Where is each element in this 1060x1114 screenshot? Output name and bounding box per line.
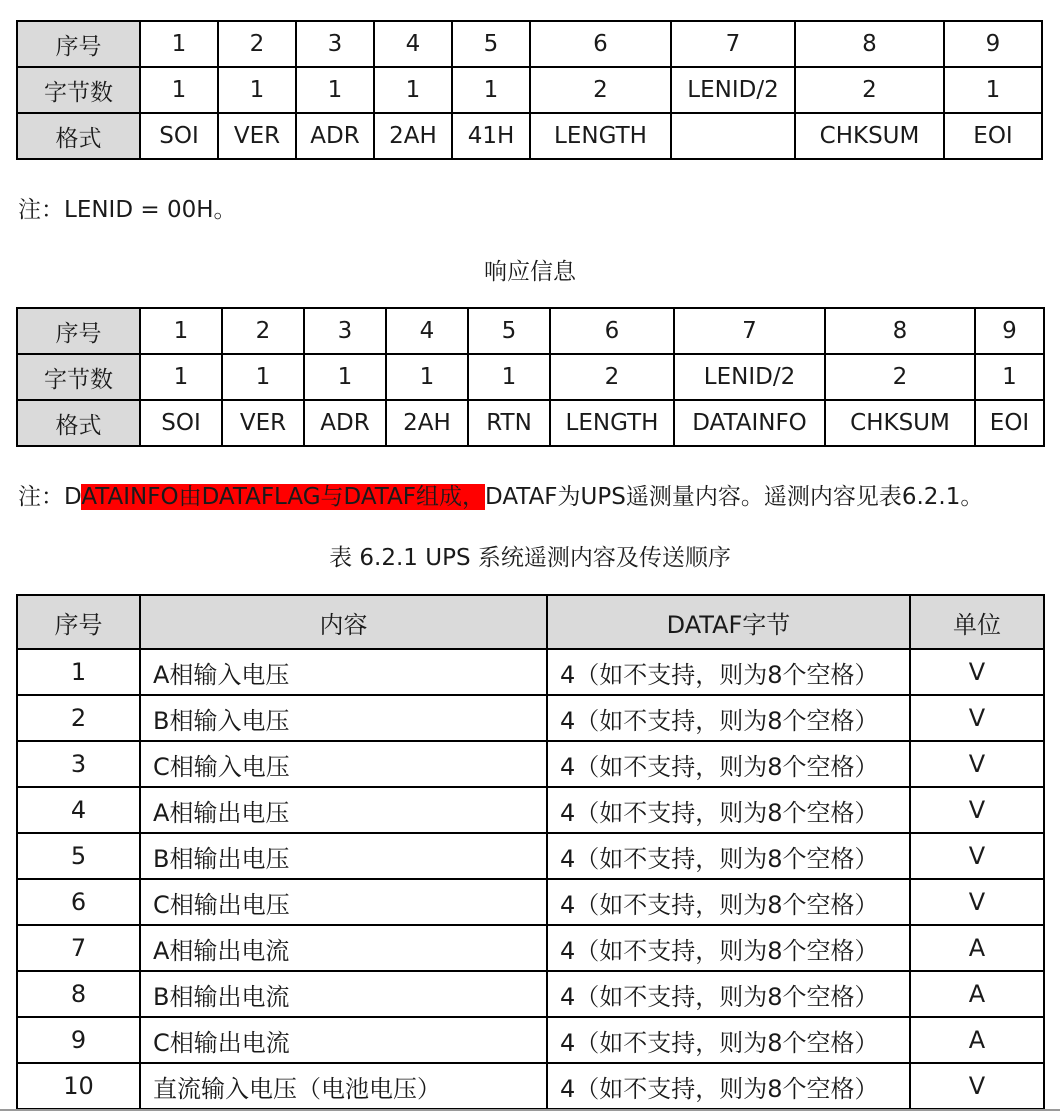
cell-unit: A	[910, 925, 1044, 971]
cell: CHKSUM	[795, 113, 944, 159]
cell-content: A相输出电流	[140, 925, 547, 971]
cell-seq: 10	[17, 1063, 140, 1109]
bytes-row	[17, 67, 1042, 113]
cell-dataf-bytes: 4（如不支持，则为8个空格）	[547, 787, 910, 833]
cell: 2AH	[386, 400, 468, 446]
cell: DATAINFO	[674, 400, 825, 446]
cell-unit: V	[910, 879, 1044, 925]
cell: 2	[825, 354, 975, 400]
cell-unit: V	[910, 649, 1044, 695]
table-row	[17, 1063, 1044, 1109]
cell-seq: 4	[17, 787, 140, 833]
cell: 2	[795, 67, 944, 113]
cell-seq: 8	[17, 971, 140, 1017]
cell-content: C相输入电压	[140, 741, 547, 787]
note-datainfo	[18, 478, 983, 511]
request-frame-table	[16, 20, 1043, 160]
cell-dataf-bytes: 4（如不支持，则为8个空格）	[547, 1063, 910, 1109]
row-label: 格式	[17, 400, 140, 446]
cell: 9	[944, 21, 1042, 67]
cell: LENGTH	[530, 113, 671, 159]
cell: 1	[140, 308, 222, 354]
cell: 1	[386, 354, 468, 400]
cell-unit: V	[910, 833, 1044, 879]
cell: ADR	[304, 400, 386, 446]
header-content: 内容	[140, 595, 547, 649]
cell-unit: V	[910, 1063, 1044, 1109]
cell-seq: 2	[17, 695, 140, 741]
cell-unit: A	[910, 971, 1044, 1017]
table-row	[17, 971, 1044, 1017]
cell-seq: 3	[17, 741, 140, 787]
cell-unit: V	[910, 787, 1044, 833]
table-caption: 表 6.2.1 UPS 系统遥测内容及传送顺序	[329, 545, 731, 571]
cell: 6	[530, 21, 671, 67]
cell: 7	[674, 308, 825, 354]
seq-row	[17, 308, 1044, 354]
seq-row	[17, 21, 1042, 67]
cell-content: B相输入电压	[140, 695, 547, 741]
cell-seq: 5	[17, 833, 140, 879]
cell: 1	[222, 354, 304, 400]
cell-dataf-bytes: 4（如不支持，则为8个空格）	[547, 833, 910, 879]
cell: 5	[468, 308, 550, 354]
table-row	[17, 1017, 1044, 1063]
header-dataf-bytes: DATAF字节	[547, 595, 910, 649]
cell: VER	[222, 400, 304, 446]
cell: 41H	[452, 113, 530, 159]
cell: 8	[825, 308, 975, 354]
cell-content: 直流输入电压（电池电压）	[140, 1063, 547, 1109]
cell: 1	[140, 354, 222, 400]
cell: 2	[222, 308, 304, 354]
telemetry-table	[16, 594, 1045, 1110]
cell: 1	[218, 67, 296, 113]
note-rest: DATAF为UPS遥测量内容。遥测内容见表6.2.1。	[485, 484, 984, 510]
note-prefix: 注：D	[18, 484, 82, 510]
table-row	[17, 741, 1044, 787]
cell: 2	[550, 354, 674, 400]
cell-content: B相输出电压	[140, 833, 547, 879]
cell-content: A相输入电压	[140, 649, 547, 695]
cell: 2	[530, 67, 671, 113]
cell: 3	[296, 21, 374, 67]
cell: 1	[975, 354, 1044, 400]
cell-dataf-bytes: 4（如不支持，则为8个空格）	[547, 925, 910, 971]
cell-unit: V	[910, 695, 1044, 741]
page-bottom-divider	[0, 1109, 1060, 1111]
row-label: 字节数	[17, 67, 140, 113]
response-frame-table	[16, 307, 1045, 447]
cell: VER	[218, 113, 296, 159]
cell-dataf-bytes: 4（如不支持，则为8个空格）	[547, 649, 910, 695]
header-seq: 序号	[17, 595, 140, 649]
cell: 2	[218, 21, 296, 67]
format-row	[17, 113, 1042, 159]
cell: SOI	[140, 400, 222, 446]
cell-unit: A	[910, 1017, 1044, 1063]
cell-content: B相输出电流	[140, 971, 547, 1017]
table-row	[17, 787, 1044, 833]
table-row	[17, 879, 1044, 925]
cell: 8	[795, 21, 944, 67]
cell: SOI	[140, 113, 218, 159]
cell: 2AH	[374, 113, 452, 159]
response-title: 响应信息	[484, 259, 576, 285]
cell: 1	[296, 67, 374, 113]
cell: 1	[140, 21, 218, 67]
cell-seq: 6	[17, 879, 140, 925]
cell: 1	[140, 67, 218, 113]
cell-seq: 7	[17, 925, 140, 971]
format-row	[17, 400, 1044, 446]
cell-dataf-bytes: 4（如不支持，则为8个空格）	[547, 971, 910, 1017]
cell: LENGTH	[550, 400, 674, 446]
cell-dataf-bytes: 4（如不支持，则为8个空格）	[547, 741, 910, 787]
row-label: 格式	[17, 113, 140, 159]
row-label: 序号	[17, 308, 140, 354]
row-label: 序号	[17, 21, 140, 67]
highlighted-text: ATAINFO由DATAFLAG与DATAF组成，	[81, 484, 486, 510]
table-row	[17, 649, 1044, 695]
cell-dataf-bytes: 4（如不支持，则为8个空格）	[547, 695, 910, 741]
cell: 1	[304, 354, 386, 400]
header-unit: 单位	[910, 595, 1044, 649]
cell: EOI	[944, 113, 1042, 159]
cell-dataf-bytes: 4（如不支持，则为8个空格）	[547, 1017, 910, 1063]
cell: LENID/2	[671, 67, 795, 113]
cell: 1	[374, 67, 452, 113]
cell: 1	[452, 67, 530, 113]
cell-dataf-bytes: 4（如不支持，则为8个空格）	[547, 879, 910, 925]
cell: ADR	[296, 113, 374, 159]
cell: 3	[304, 308, 386, 354]
table-row	[17, 695, 1044, 741]
cell: 6	[550, 308, 674, 354]
cell	[671, 113, 795, 159]
cell-unit: V	[910, 741, 1044, 787]
cell-content: C相输出电流	[140, 1017, 547, 1063]
cell-content: A相输出电压	[140, 787, 547, 833]
row-label: 字节数	[17, 354, 140, 400]
cell: 1	[468, 354, 550, 400]
cell: 7	[671, 21, 795, 67]
cell: 5	[452, 21, 530, 67]
cell: 4	[386, 308, 468, 354]
table-row	[17, 925, 1044, 971]
cell: 1	[944, 67, 1042, 113]
note-lenid: 注：LENID = 00H。	[18, 197, 237, 223]
cell: 4	[374, 21, 452, 67]
cell-seq: 9	[17, 1017, 140, 1063]
cell: 9	[975, 308, 1044, 354]
table-row	[17, 833, 1044, 879]
cell: RTN	[468, 400, 550, 446]
cell: CHKSUM	[825, 400, 975, 446]
table-header-row	[17, 595, 1044, 649]
cell-content: C相输出电压	[140, 879, 547, 925]
cell: EOI	[975, 400, 1044, 446]
cell-seq: 1	[17, 649, 140, 695]
cell: LENID/2	[674, 354, 825, 400]
bytes-row	[17, 354, 1044, 400]
